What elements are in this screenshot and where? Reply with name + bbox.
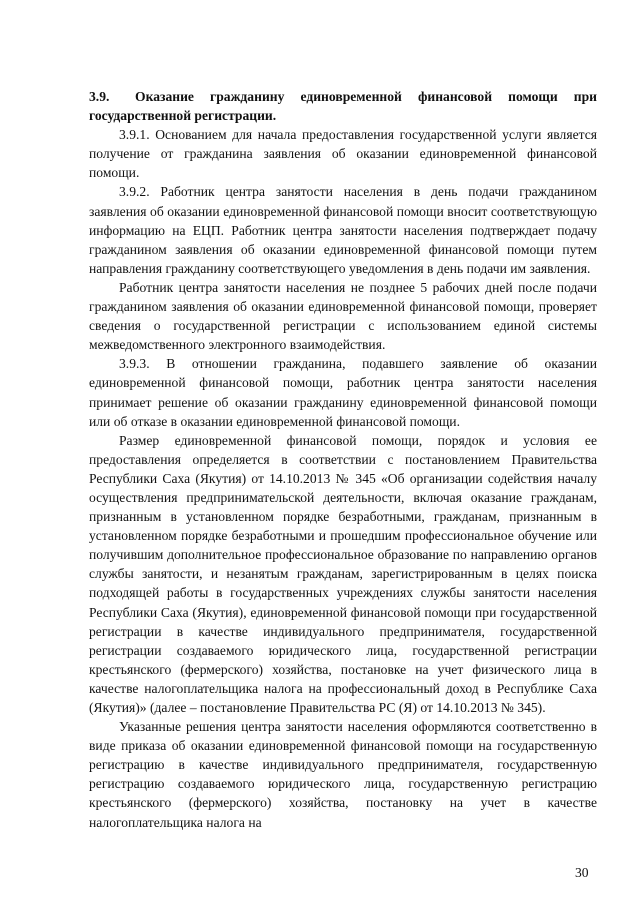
page-number: 30 [575,865,589,880]
section-number: 3.9. [89,89,110,104]
paragraph-aid-amount: Размер единовременной финансовой помощи, порядок и условия ее предоставления определяется в соответствии с постановлением Правительства Республики Саха (Якутия) от 14.10.2013 № 345 «Об организации содействия началу осуществления предпринимательской деятельности, включая оказание гражданам, признанным в установленном порядке безработными, гражданам, признанным в установленном порядке безработными и прошедшим профессиональное обучение или получившим дополнительное профессиональное образование по направлению органов службы занятости, и незанятым гражданам, зарегистрированным в целях поиска подходящей работы в государственных учреждениях службы занятости населения Республики Саха (Якутия), единовременной финансовой помощи при государственной регистрации в качестве индивидуального предпринимателя, государственной регистрации создаваемого юридического лица, государственной регистрации крестьянского (фермерского) хозяйства, постановке на учет физического лица в качестве налогоплательщика налога на профессиональный доход в Республике Саха (Якутия)» (далее – постановление Правительства РС (Я) от 14.10.2013 № 345). [89,432,597,715]
paragraph-3-9-3: 3.9.3. В отношении гражданина, подавшего заявление об оказании единовременной финансовой помощи, работник центра занятости населения принимает решение об оказании гражданину единовременной финансовой помощи или об отказе в оказании единовременной финансовой помощи. [89,356,597,429]
paragraph-verification: Работник центра занятости населения не позднее 5 рабочих дней после подачи гражданином заявления об оказании единовременной финансовой помощи, проверяет сведения о государственной регистрации с использованием единой системы межведомственного электронного взаимодействия. [89,279,597,353]
section-title: Оказание гражданину единовременной финансовой помощи при государственной регистрации. [89,89,597,124]
section-heading [89,87,597,125]
paragraph-3-9-2: 3.9.2. Работник центра занятости населения в день подачи гражданином заявления об оказании единовременной финансовой помощи вносит соответствующую информацию на ЕЦП. Работник центра занятости населения подтверждает подачу гражданином заявления об оказании единовременной финансовой помощи путем направления гражданину соответствующего уведомления в день подачи им заявления. [89,184,597,276]
paragraph-decisions: Указанные решения центра занятости населения оформляются соответственно в виде приказа об оказании единовременной финансовой помощи на государственную регистрацию в качестве индивидуального предпринимателя, государственную регистрацию создаваемого юридического лица, государственную регистрацию крестьянского (фермерского) хозяйства, постановку на учет в качестве налогоплательщика налога на [89,719,597,830]
page-body [89,87,597,832]
paragraph-3-9-1: 3.9.1. Основанием для начала предоставления государственной услуги является получение от гражданина заявления об оказании единовременной финансовой помощи. [89,127,597,181]
